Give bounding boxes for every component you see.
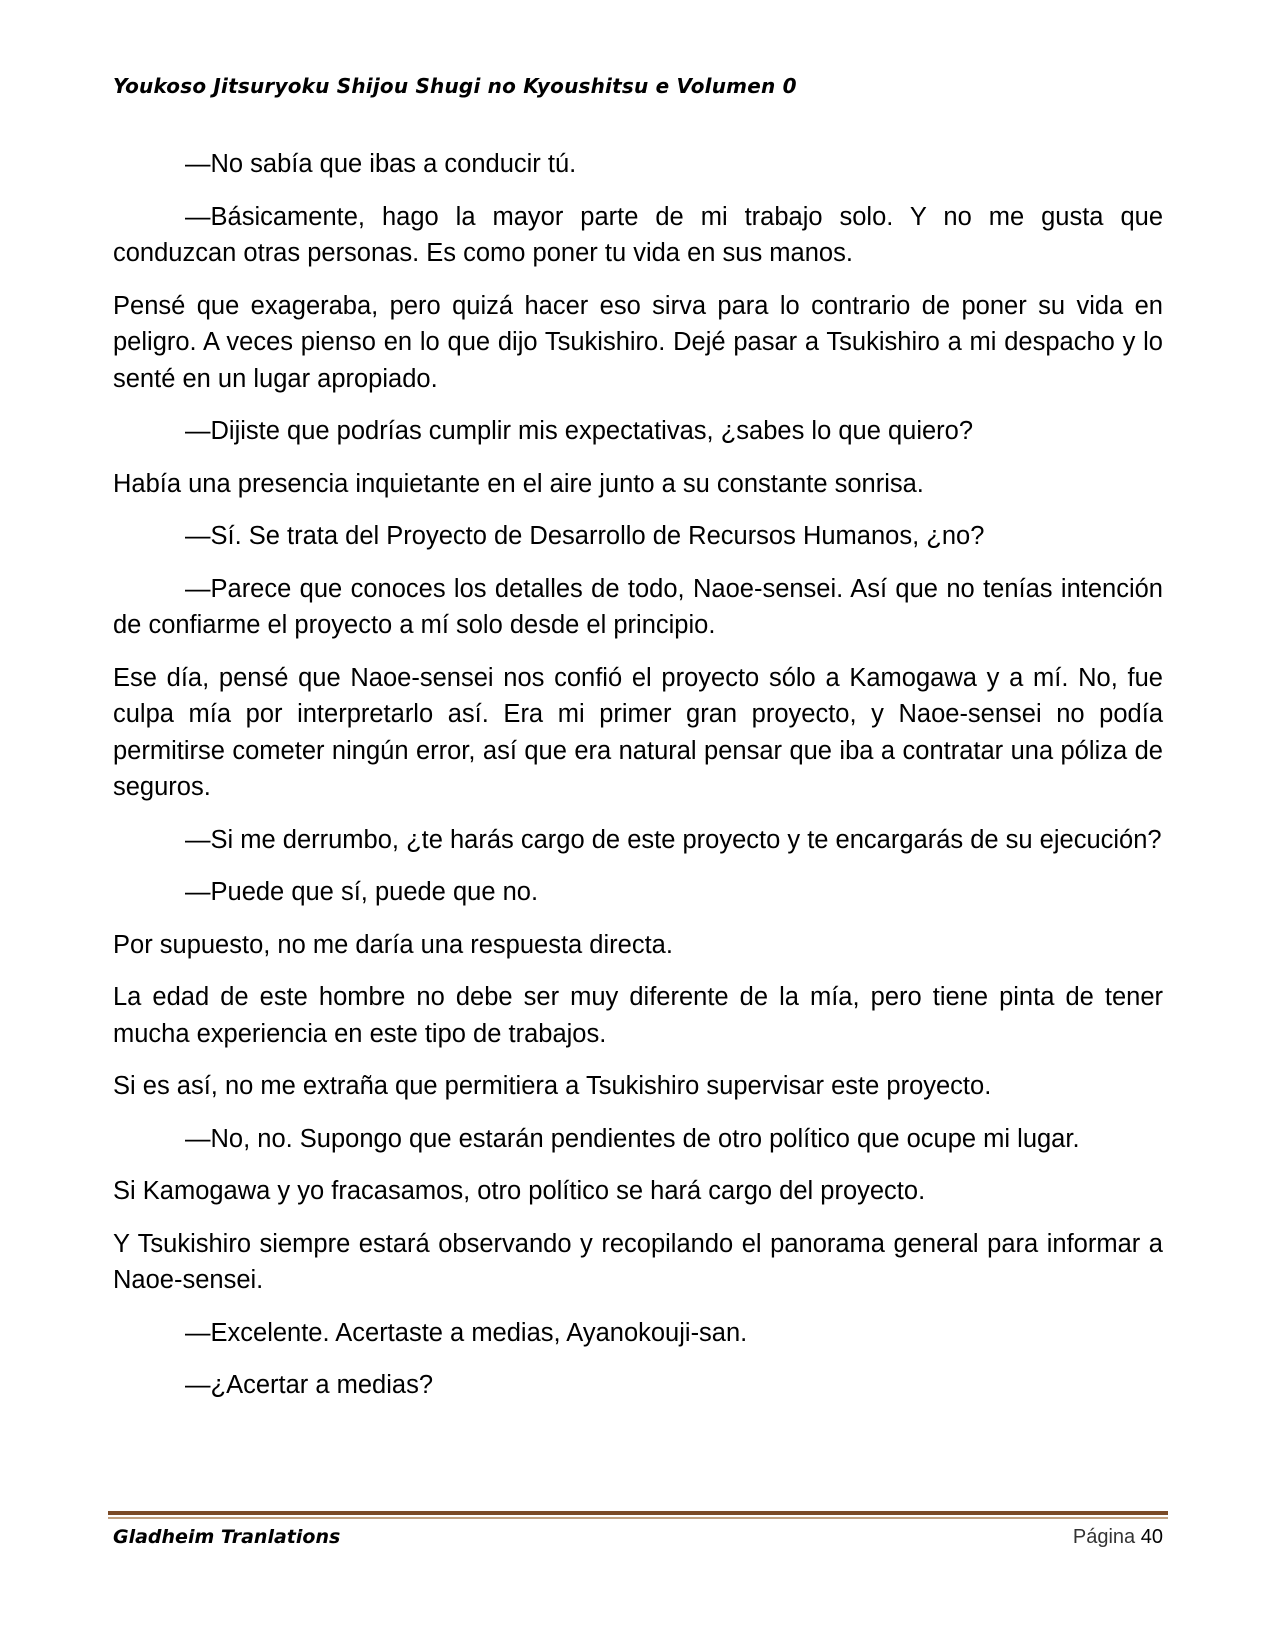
- paragraph: Y Tsukishiro siempre estará observando y recopilando el panorama general para informar a Naoe-sensei.: [113, 1229, 1163, 1294]
- paragraph: —No, no. Supongo que estarán pendientes de otro político que ocupe mi lugar.: [185, 1124, 1080, 1153]
- paragraph: Por supuesto, no me daría una respuesta directa.: [113, 930, 673, 959]
- page-indicator: [1073, 1523, 1163, 1551]
- paragraph: —Excelente. Acertaste a medias, Ayanokouji-san.: [185, 1318, 748, 1347]
- paragraph: —Sí. Se trata del Proyecto de Desarrollo de Recursos Humanos, ¿no?: [185, 522, 985, 550]
- paragraph: —¿Acertar a medias?: [185, 1371, 434, 1399]
- footer-credit: Gladheim Tranlations: [113, 1526, 341, 1548]
- paragraph: La edad de este hombre no debe ser muy diferente de la mía, pero tiene pinta de tener mucha experiencia en este tipo de trabajos.: [113, 983, 1163, 1048]
- paragraph: Si es así, no me extraña que permitiera a Tsukishiro supervisar este proyecto.: [113, 1072, 992, 1100]
- paragraph: Pensé que exageraba, pero quizá hacer eso sirva para lo contrario de poner su vida en peligro. A veces pienso en lo que dijo Tsukishiro. Dejé pasar a Tsukishiro a mi despacho y lo senté en un lugar apropiado.: [113, 291, 1163, 393]
- paragraph: Si Kamogawa y yo fracasamos, otro político se hará cargo del proyecto.: [113, 1177, 926, 1205]
- paragraph: Ese día, pensé que Naoe-sensei nos confió el proyecto sólo a Kamogawa y a mí. No, fue culpa mía por interpretarlo así. Era mi primer gran proyecto, y Naoe-sensei no podía permitirse cometer ningún error, así que era natural pensar que iba a contratar una póliza de seguros.: [113, 663, 1163, 801]
- paragraph: —Si me derrumbo, ¿te harás cargo de este proyecto y te encargarás de su ejecución?: [185, 825, 1162, 854]
- paragraph: —Básicamente, hago la mayor parte de mi trabajo solo. Y no me gusta que conduzcan otras personas. Es como poner tu vida en sus manos.: [113, 202, 1163, 267]
- paragraph: —Dijiste que podrías cumplir mis expectativas, ¿sabes lo que quiero?: [185, 417, 974, 445]
- paragraph: —Puede que sí, puede que no.: [185, 878, 539, 906]
- paragraph: —No sabía que ibas a conducir tú.: [185, 150, 577, 178]
- footer-divider: [108, 1511, 1168, 1519]
- paragraph: Había una presencia inquietante en el aire junto a su constante sonrisa.: [113, 469, 924, 498]
- body-text: [113, 146, 1163, 1420]
- running-header: Youkoso Jitsuryoku Shijou Shugi no Kyoushitsu e Volumen 0: [113, 74, 797, 98]
- page-number: 40: [1140, 1526, 1163, 1548]
- paragraph: —Parece que conoces los detalles de todo, Naoe-sensei. Así que no tenías intención de confiarme el proyecto a mí solo desde el principio.: [113, 574, 1163, 639]
- page-label: Página: [1072, 1526, 1136, 1548]
